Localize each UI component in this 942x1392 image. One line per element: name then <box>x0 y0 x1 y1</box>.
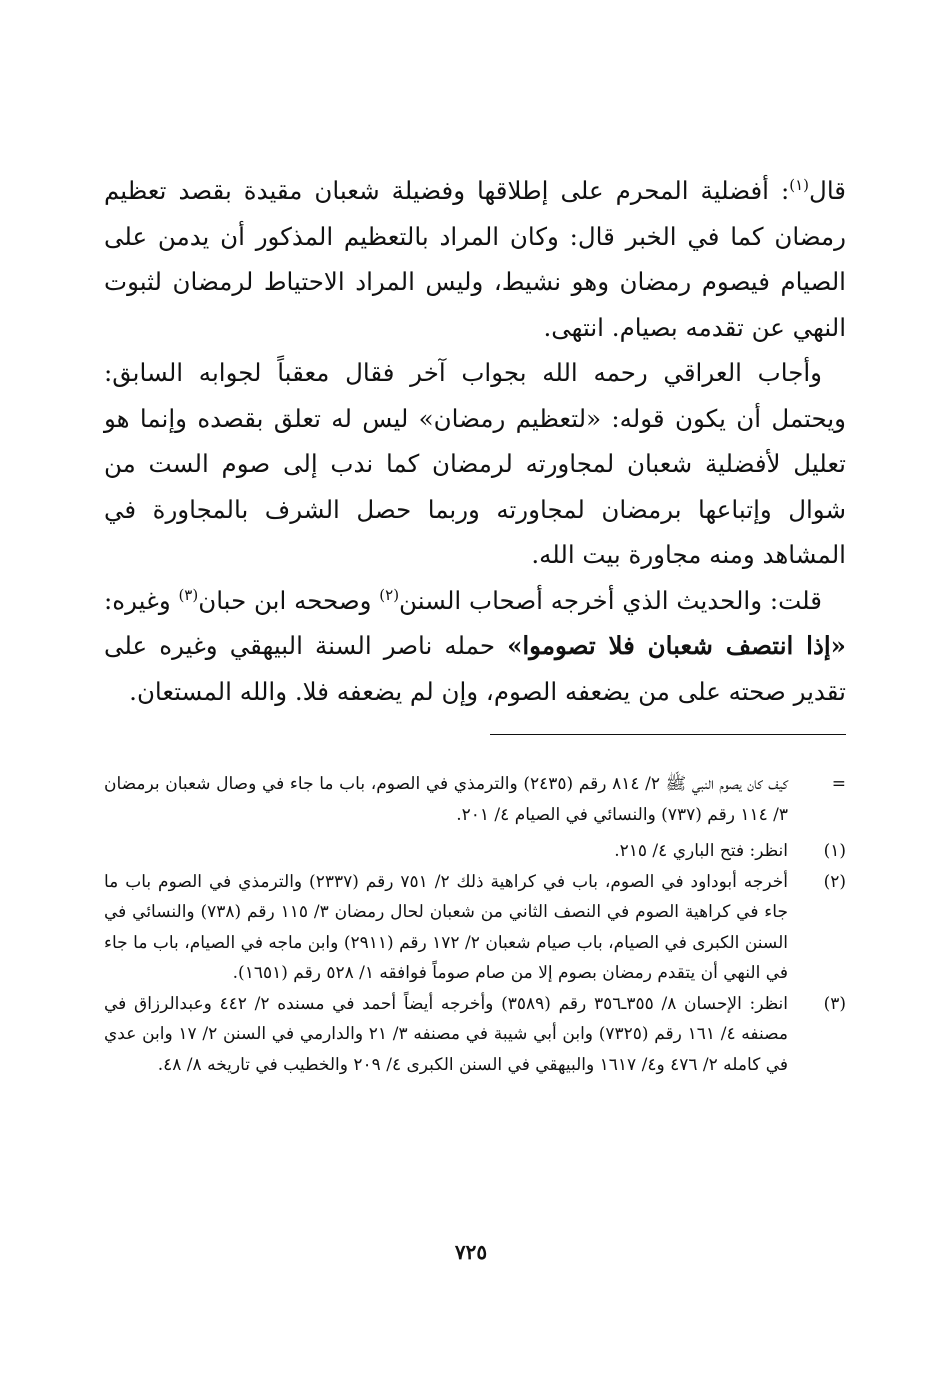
footnote-ref-1[interactable]: (١) <box>789 175 810 194</box>
paragraph-1 <box>104 168 846 350</box>
footnote-1-number: (١) <box>823 841 846 861</box>
paragraph-1-start: قال <box>809 176 846 205</box>
hadith-quote: «إذا انتصف شعبان فلا تصوموا» <box>507 631 846 660</box>
footnote-ref-3[interactable]: (٣) <box>178 585 199 604</box>
footnote-1-text: انظر: فتح الباري ٤/ ٢١٥. <box>614 841 788 861</box>
footnote-2-text: أخرجه أبوداود في الصوم، باب في كراهية ذلك ٢/ ٧٥١ رقم (٢٣٣٧) والترمذي في الصوم باب ما جاء في كراهية الصوم في النصف الثاني من شعبان لحال رمضان ٣/ ١١٥ رقم (٧٣٨) والنسائي في السنن الكبرى في الصيام، باب صيام شعبان ٢/ ١٧٢ رقم (٢٩١١) وابن ماجه في الصيام، باب ما جاء في النهي أن يتقدم رمضان بصوم إلا من صام صوماً فوافقه ١/ ٥٢٨ رقم (١٦٥١). <box>104 871 788 983</box>
paragraph-1-rest: : أفضلية المحرم على إطلاقها وفضيلة شعبان مقيدة بقصد تعظيم رمضان كما في الخبر قال: وكان المراد بالتعظيم المذكور أن يدمن على الصيام فيصوم رمضان وهو نشيط، وليس المراد الاحتياط لرمضان لثبوت النهي عن تقدمه بصيام. انتهى. <box>104 176 846 342</box>
paragraph-2: وأجاب العراقي رحمه الله بجواب آخر فقال معقباً لجوابه السابق: ويحتمل أن يكون قوله: «لتعظيم رمضان» ليس له تعلق بقصده وإنما هو تعليل لأفضلية شعبان لمجاورته لرمضان كما ندب إلى صوم الست من شوال وإتباعها برمضان لمجاورته وربما حصل الشرف بالمجاورة في المشاهد ومنه مجاورة بيت الله. <box>104 358 846 569</box>
footnote-separator <box>490 734 846 735</box>
footnote-3-text: انظر: الإحسان ٨/ ٣٥٥ـ٣٥٦ رقم (٣٥٨٩) وأخرجه أيضاً أحمد في مسنده ٢/ ٤٤٢ وعبدالرزاق في مصنفه ٤/ ١٦١ رقم (٧٣٢٥) وابن أبي شيبة في مصنفه ٣/ ٢١ والدارمي في السنن ٢/ ١٧ وابن عدي في كامله ٢/ ٤٧٦ و٤/ ١٦١٧ والبيهقي في السنن الكبرى ٤/ ٢٠٩ والخطيب في تاريخه ٨/ ٤٨. <box>104 993 789 1075</box>
footnotes <box>104 769 846 1080</box>
footnote-2 <box>104 867 846 989</box>
footnote-3 <box>104 989 846 1081</box>
footnote-2-number: (٢) <box>823 871 846 892</box>
paragraph-3-middle: وصححه ابن حبان <box>198 585 380 615</box>
continuation-mark: = <box>831 774 846 794</box>
paragraph-3-rest: حمله ناصر السنة البيهقي وغيره على تقدير صحته على من يضعفه الصوم، وإن لم يضعفه فلا. والله المستعان. <box>104 631 846 706</box>
page-number: ٧٢٥ <box>454 1240 488 1264</box>
main-text <box>104 168 846 714</box>
footnote-3-number: (٣) <box>823 993 846 1014</box>
paragraph-3-middle-2: وغيره: <box>104 585 179 615</box>
footnote-1 <box>104 836 846 867</box>
footnote-continuation <box>104 769 846 830</box>
paragraph-3 <box>104 578 846 715</box>
footnote-ref-2[interactable]: (٢) <box>379 585 400 604</box>
paragraph-3-start: قلت: والحديث الذي أخرجه أصحاب السنن <box>399 585 822 615</box>
footnote-continuation-text: كيف كان يصوم النبي ﷺ ٢/ ٨١٤ رقم (٢٤٣٥) والترمذي في الصوم، باب ما جاء في وصال شعبان برمضان ٣/ ١١٤ رقم (٧٣٧) والنسائي في الصيام ٤/ ٢٠١. <box>104 774 788 825</box>
